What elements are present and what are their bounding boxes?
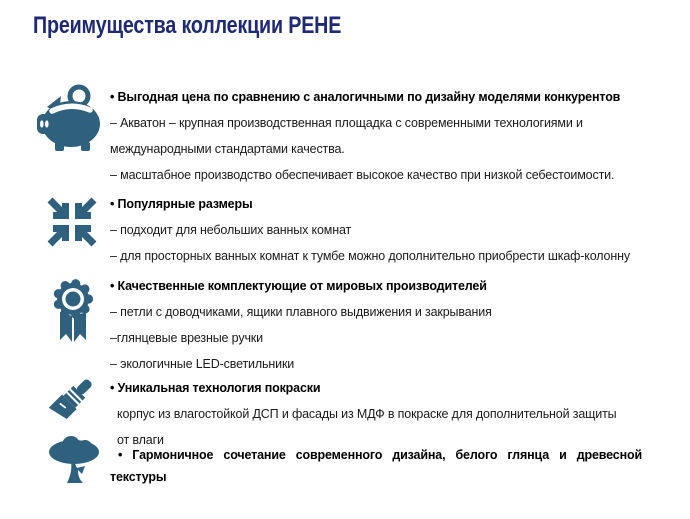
section-line: корпус из влагостойкой ДСП и фасады из МДФ в покраске для дополнительной защиты bbox=[117, 407, 617, 421]
section-line: – экологичные LED-светильники bbox=[110, 357, 295, 371]
section-line: –глянцевые врезные ручки bbox=[110, 331, 263, 345]
section-line: • Гармоничное сочетание современного дизайна, белого глянца и древесной bbox=[118, 448, 642, 462]
piggy-bank-icon bbox=[37, 83, 107, 151]
section-line: – подходит для небольших ванных комнат bbox=[110, 223, 352, 237]
advantage-section-design bbox=[110, 445, 642, 488]
advantage-section-components bbox=[110, 273, 675, 377]
award-ribbon-icon bbox=[46, 276, 100, 346]
section-line: текстуры bbox=[110, 469, 167, 484]
compress-arrows-icon bbox=[44, 194, 100, 250]
section-heading: • Качественные комплектующие от мировых производителей bbox=[110, 279, 487, 293]
section-line: – масштабное производство обеспечивает высокое качество при низкой себестоимости. bbox=[110, 168, 615, 182]
tree-icon bbox=[47, 435, 103, 489]
section-line: – Акватон – крупная производственная площадка с современными технологиями и bbox=[110, 116, 583, 130]
advantage-section-price bbox=[110, 84, 675, 188]
section-line: – петли с доводчиками, ящики плавного выдвижения и закрывания bbox=[110, 305, 492, 319]
section-line: от влаги bbox=[117, 433, 164, 447]
section-heading: • Уникальная технология покраски bbox=[110, 381, 321, 395]
section-line: международными стандартами качества. bbox=[110, 142, 345, 156]
section-heading: • Популярные размеры bbox=[110, 197, 253, 211]
advantage-section-paint bbox=[110, 375, 675, 453]
section-heading: • Выгодная цена по сравнению с аналогичными по дизайну моделями конкурентов bbox=[110, 90, 621, 104]
advantage-section-sizes bbox=[110, 191, 675, 269]
section-line: – для просторных ванных комнат к тумбе можно дополнительно приобрести шкаф-колонну bbox=[110, 249, 630, 263]
paint-brush-icon bbox=[40, 371, 100, 435]
page-title: Преимущества коллекции РЕНЕ bbox=[33, 12, 342, 39]
